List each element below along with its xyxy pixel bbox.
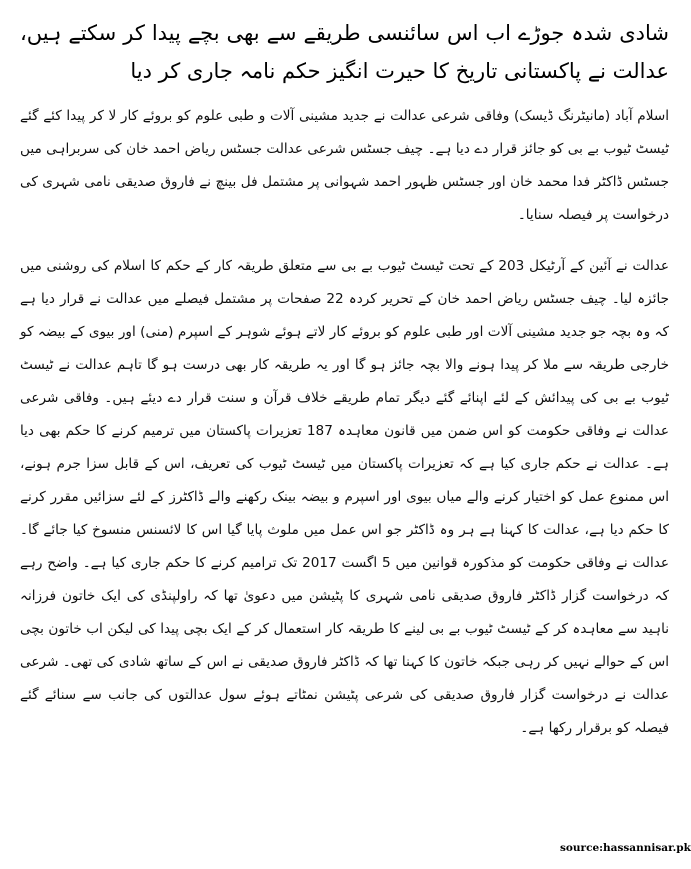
source-credit: source:hassannisar.pk (560, 842, 691, 854)
article-body-paragraph: عدالت نے آئین کے آرٹیکل 203 کے تحت ٹیسٹ ٹیوب بے بی سے متعلق طریقہ کار کے حکم کا اسلام کی روشنی میں جائزہ لیا۔ چیف جسٹس ریاض احمد خان کے تحریر کردہ 22 صفحات پر مشتمل فیصلے میں عدالت نے قرار دیا ہے کہ وہ بچہ جو جدید مشینی آلات اور طبی علوم کو بروئے کار لاتے ہوئے شوہر کے اسپرم (منی) اور بیوی کے بیضہ کو خارجی طریقہ سے ملا کر پیدا ہونے والا بچہ جائز ہو گا اور یہ طریقہ کار بھی درست ہو گا تاہم عدالت نے ٹیسٹ ٹیوب بے بی کی پیدائش کے لئے اپنائے گئے دیگر تمام طریقے خلاف قرآن و سنت قرار دے دیئے ہیں۔ وفاقی شرعی عدالت نے وفاقی حکومت کو اس ضمن میں قانون معاہدہ 187 تعزیرات پاکستان میں ترمیم کرنے کا حکم بھی دیا ہے۔ عدالت نے حکم جاری کیا ہے کہ تعزیرات پاکستان میں ٹیسٹ ٹیوب کی تعریف، اس کے قابل سزا جرم ہونے، اس ممنوع عمل کو اختیار کرنے والے میاں بیوی اور اسپرم و بیضہ بینک رکھنے والے ڈاکٹرز کے لئے سزائیں مقرر کرنے کا حکم دیا ہے، عدالت کا کہنا ہے ہر وہ ڈاکٹر جو اس عمل میں ملوث پایا گیا اس کا لائسنس منسوخ کیا جائے گا۔ عدالت نے وفاقی حکومت کو مذکورہ قوانین میں 5 اگست 2017 تک ترامیم کرنے کا حکم جاری کیا ہے۔ واضح رہے کہ درخواست گزار ڈاکٹر فاروق صدیقی نامی شہری کا پٹیشن میں دعویٰ تھا کہ راولپنڈی کی ایک خاتون فرزانہ ناہید سے معاہدہ کر کے ٹیسٹ ٹیوب بے بی لینے کا طریقہ کار استعمال کر کے ایک بچی پیدا کی لیکن اب خاتون بچی اس کے حوالے نہیں کر رہی جبکہ خاتون کا کہنا تھا کہ ڈاکٹر فاروق صدیقی نے اس کے ساتھ شادی کی تھی۔ شرعی عدالت نے درخواست گزار فاروق صدیقی کی شرعی پٹیشن نمٹاتے ہوئے سول عدالتوں کی جانب سے سنائے گئے فیصلہ کو برقرار رکھا ہے۔ (20, 258, 670, 736)
article-headline: شادی شدہ جوڑے اب اس سائنسی طریقے سے بھی بچے پیدا کر سکتے ہیں، عدالت نے پاکستانی تاریخ کا حیرت انگیز حکم نامہ جاری کر دیا (20, 21, 669, 83)
article-intro-paragraph: اسلام آباد (مانیٹرنگ ڈیسک) وفاقی شرعی عدالت نے جدید مشینی آلات و طبی علوم کو بروئے کار لا کر پیدا کئے گئے ٹیسٹ ٹیوب بے بی کو جائز قرار دے دیا ہے۔ چیف جسٹس شرعی عدالت جسٹس ریاض احمد خان کی سربراہی میں جسٹس ڈاکٹر فدا محمد خان اور جسٹس ظہور احمد شہوانی پر مشتمل فل بینچ نے فاروق صدیقی نامی شہری کی درخواست پر فیصلہ سنایا۔ (20, 108, 669, 223)
